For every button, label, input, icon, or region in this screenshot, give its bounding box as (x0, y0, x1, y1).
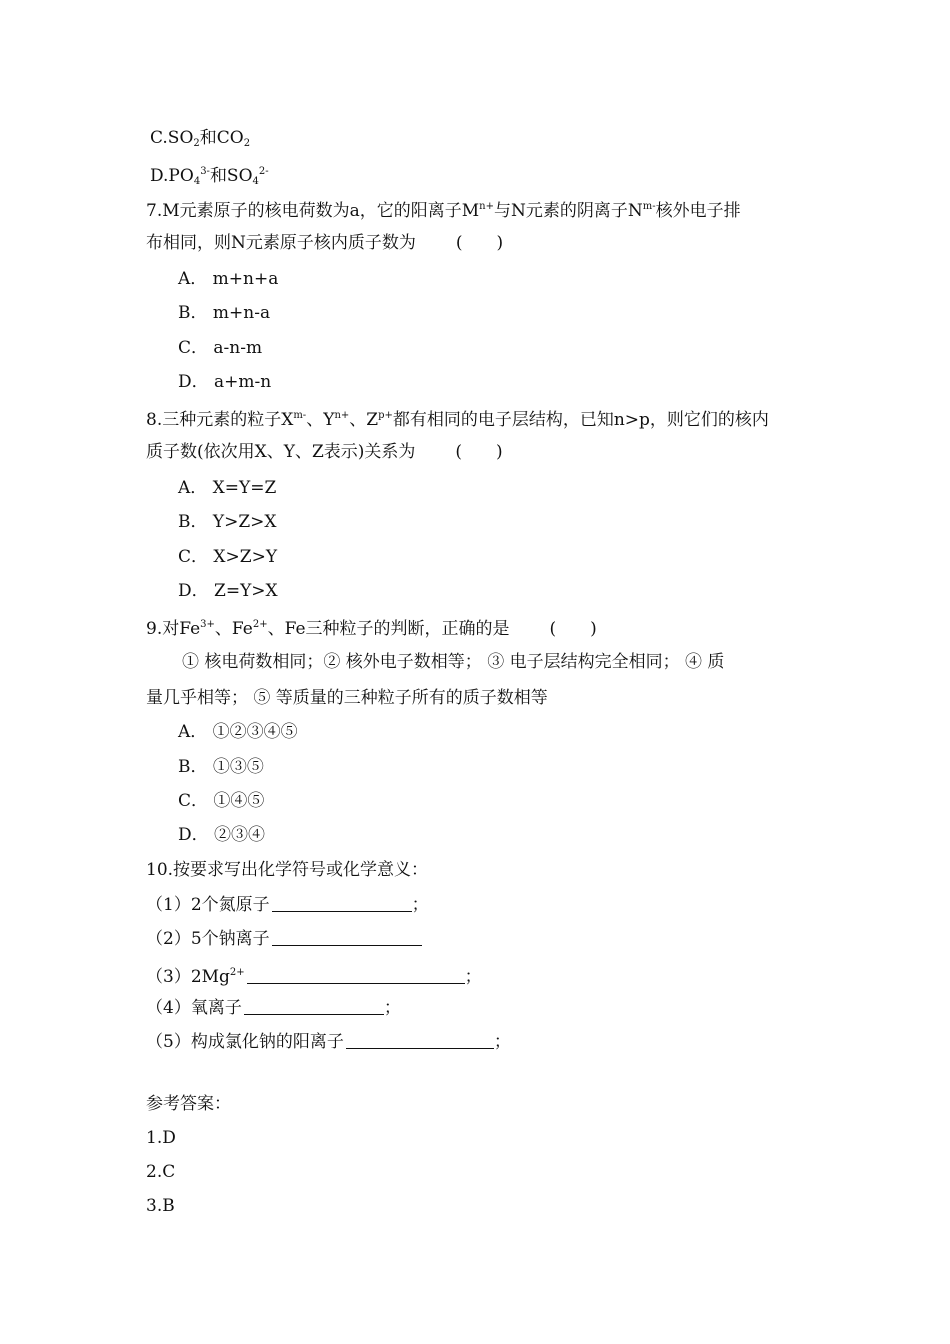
answer-1: 1.D (146, 1128, 176, 1148)
q6-option-d: $D.PO_4^{3-}$和$SO_4^{2-}$ (150, 166, 269, 187)
q8-option-b: B． Y>Z>X (178, 512, 277, 532)
q9-option-c: C． ①④⑤ (178, 791, 265, 811)
q9-option-b: B． ①③⑤ (178, 757, 264, 777)
answer-3: 3.B (146, 1196, 175, 1216)
q10-item-3: $(3)2Mg^{2+}$ ； (146, 967, 482, 987)
answer-blank[interactable] (272, 927, 422, 946)
answers-title: 参考答案： (146, 1094, 231, 1114)
q9-option-a: A． ①②③④⑤ (178, 722, 298, 742)
q8-stem-line1: 8.三种元素的粒子$X^{m-}$、$Y^{n+}$、$Z^{p+}$都有相同的电子层结构，已知n>p，则它们的核内 (146, 410, 769, 430)
q10-item-2: （2）5个钠离子 (146, 927, 422, 951)
answer-2: 2.C (146, 1162, 176, 1182)
answer-blank[interactable] (272, 893, 412, 912)
q10-item-1: （1）2个氮原子 ； (146, 895, 429, 915)
q7-option-b: B． m+n-a (178, 303, 271, 323)
q7-option-a: A． m+n+a (178, 269, 279, 289)
q9-stem: 9.对$Fe^{3+}$、$Fe^{2+}$、Fe三种粒子的判断，正确的是 ( ) (146, 619, 597, 639)
q8-option-a: A． X=Y=Z (178, 478, 277, 498)
q8-option-c: C． X>Z>Y (178, 547, 278, 567)
q9-statements-line2: 量几乎相等； ⑤ 等质量的三种粒子所有的质子数相等 (146, 688, 548, 708)
q7-option-c: C． a-n-m (178, 338, 263, 358)
q10-item-4: （4）氧离子 ； (146, 998, 401, 1018)
q6-option-c: $C.SO_2$和$CO_2$ (150, 128, 251, 149)
q9-statements-line1: ① 核电荷数相同；② 核外电子数相等； ③ 电子层结构完全相同； ④ 质 (182, 652, 725, 672)
q7-stem-line2: 布相同，则N元素原子核内质子数为 ( ) (146, 233, 504, 253)
q10-item-5: （5）构成氯化钠的阳离子 ； (146, 1032, 511, 1052)
q7-option-d: D． a+m-n (178, 372, 272, 392)
answer-blank[interactable] (244, 996, 384, 1015)
answer-blank[interactable] (247, 965, 465, 984)
answer-blank[interactable] (346, 1030, 494, 1049)
q10-title: 10.按要求写出化学符号或化学意义： (146, 860, 429, 880)
q9-option-d: D． ②③④ (178, 825, 266, 845)
q8-stem-line2: 质子数(依次用X、Y、Z表示)关系为 ( ) (146, 442, 503, 462)
q7-stem-line1: 7.M元素原子的核电荷数为a，它的阳离子$M^{n+}$与N元素的阴离子$N^{m-}$核外电子排 (146, 201, 741, 221)
q8-option-d: D． Z=Y>X (178, 581, 278, 601)
